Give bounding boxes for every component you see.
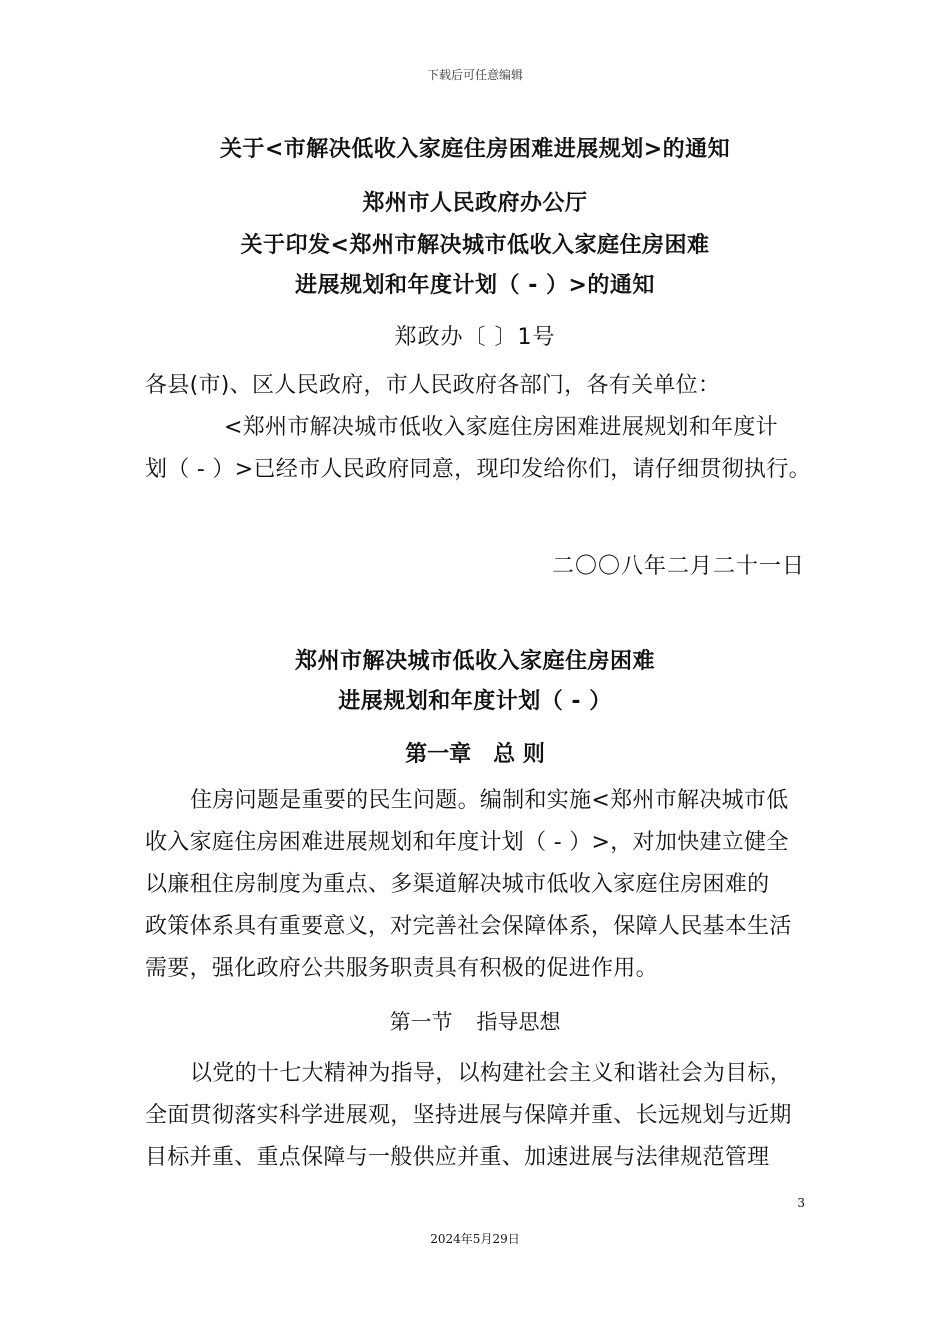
chapter-heading <box>0 737 950 768</box>
chapter-paragraph-line-1: 住房问题是重要的民生问题。编制和实施<郑州市解决城市低 <box>190 788 789 813</box>
issuer-name: 郑州市人民政府办公厅 <box>362 191 588 216</box>
page-header: 下载后可任意编辑 <box>426 68 523 82</box>
notice-title-line-1: 关于印发<郑州市解决城市低收入家庭住房困难 <box>240 233 710 258</box>
section-paragraph-line-3: 目标并重、重点保障与一般供应并重、加速进展与法律规范管理 <box>145 1145 770 1170</box>
chapter-number: 第一章 <box>405 742 472 767</box>
notice-title-line-2: 进展规划和年度计划（ - ）>的通知 <box>295 273 655 298</box>
section-paragraph-line-2: 全面贯彻落实科学进展观，坚持进展与保障并重、长远规划与近期 <box>145 1103 792 1128</box>
page-number: 3 <box>797 1196 805 1210</box>
recipients-line: 各县(市)、区人民政府，市人民政府各部门，各有关单位： <box>145 373 721 398</box>
document-number: 郑政办〔 〕1号 <box>394 325 556 350</box>
section-number: 第一节 <box>389 1010 453 1034</box>
page-footer-date: 2024年5月29日 <box>430 1232 520 1246</box>
section-name: 指导思想 <box>476 1010 561 1034</box>
document-title: 关于<市解决低收入家庭住房困难进展规划>的通知 <box>219 137 731 162</box>
issue-date: 二〇〇八年二月二十一日 <box>551 554 805 579</box>
chapter-paragraph-line-4: 政策体系具有重要意义，对完善社会保障体系，保障人民基本生活 <box>145 914 792 939</box>
plan-title-line-1: 郑州市解决城市低收入家庭住房困难 <box>294 649 655 674</box>
chapter-name: 总 则 <box>493 742 545 767</box>
notice-body-line-2: 划（ - ）>已经市人民政府同意，现印发给你们，请仔细贯彻执行。 <box>145 457 811 482</box>
chapter-paragraph-line-5: 需要，强化政府公共服务职责具有积极的促进作用。 <box>145 956 658 981</box>
section-heading <box>0 1006 950 1036</box>
notice-body-line-1: <郑州市解决城市低收入家庭住房困难进展规划和年度计 <box>224 415 778 440</box>
chapter-paragraph-line-2: 收入家庭住房困难进展规划和年度计划（ - ）>，对加快建立健全 <box>145 830 789 855</box>
chapter-paragraph-line-3: 以廉租住房制度为重点、多渠道解决城市低收入家庭住房困难的 <box>145 872 770 897</box>
plan-title-line-2: 进展规划和年度计划（ - ） <box>338 689 612 714</box>
section-paragraph-line-1: 以党的十七大精神为指导，以构建社会主义和谐社会为目标， <box>190 1061 793 1086</box>
